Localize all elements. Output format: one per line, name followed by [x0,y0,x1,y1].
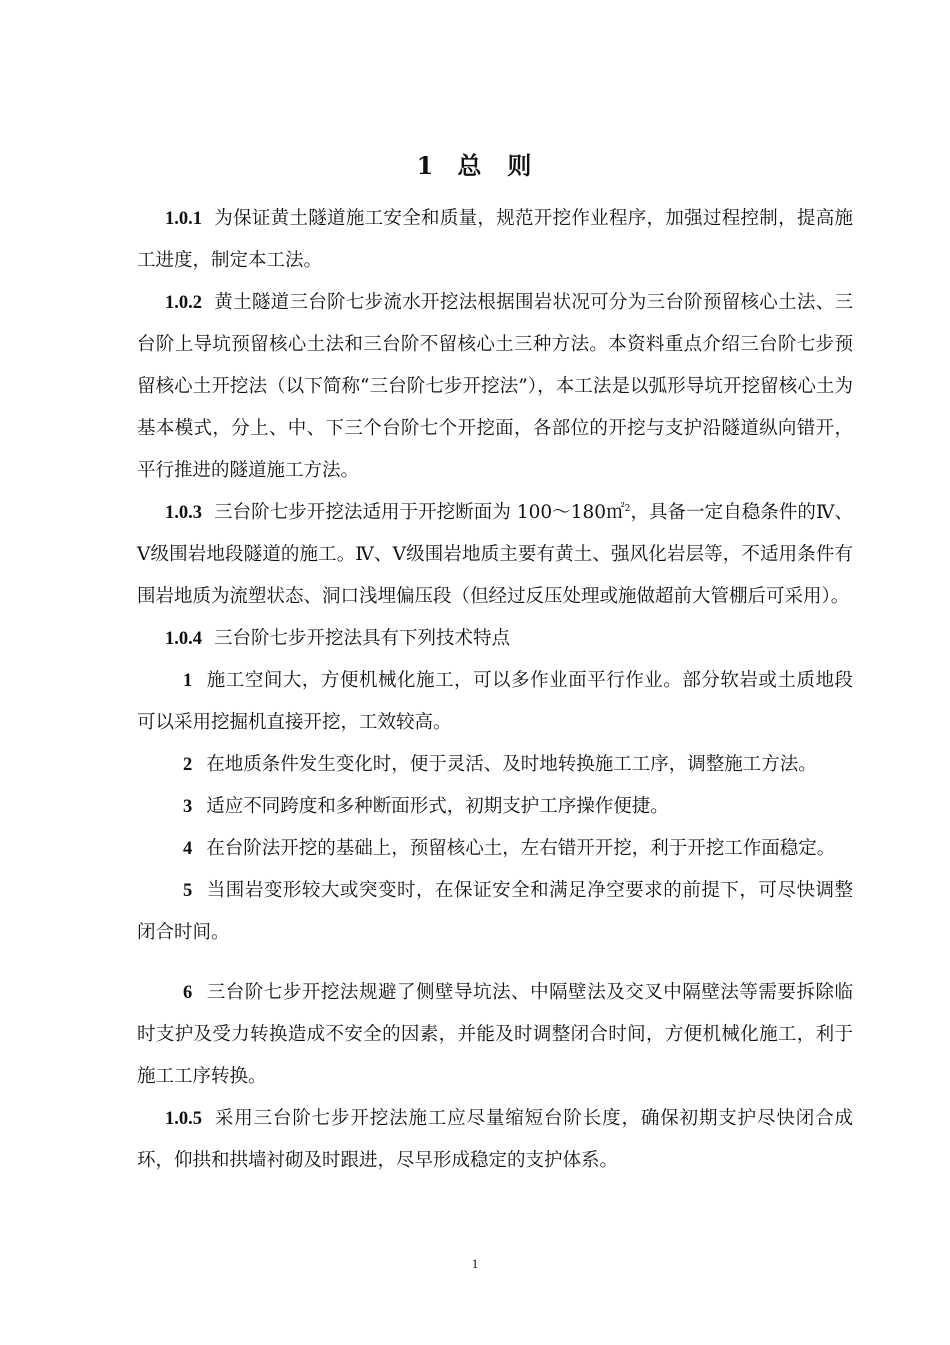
list-item [137,828,853,870]
spacer [137,954,853,972]
clause-number: 1.0.3 [165,503,202,523]
chapter-title [0,146,950,181]
clause-text: 三台阶七步开挖法具有下列技术特点 [214,628,511,649]
item-text: 在台阶法开挖的基础上，预留核心土，左右错开开挖，利于开挖工作面稳定。 [206,838,836,859]
clause-text: 采用三台阶七步开挖法施工应尽量缩短台阶长度，确保初期支护尽快闭合成环，仰拱和拱墙衬砌及时跟进，尽早形成稳定的支护体系。 [137,1108,853,1171]
item-number: 1 [183,671,193,691]
clause-1-0-3 [137,492,853,618]
item-number: 2 [183,755,193,775]
clause-number: 1.0.5 [165,1109,202,1129]
clause-text: 黄土隧道三台阶七步流水开挖法根据围岩状况可分为三台阶预留核心土法、三台阶上导坑预留核心土法和三台阶不留核心土三种方法。本资料重点介绍三台阶七步预留核心土开挖法（以下简称“三台阶七步开挖法”），本工法是以弧形导坑开挖留核心土为基本模式，分上、中、下三个台阶七个开挖面，各部位的开挖与支护沿隧道纵向错开，平行推进的隧道施工方法。 [137,292,853,481]
page-number: 1 [471,1256,479,1271]
clause-text: 为保证黄土隧道施工安全和质量，规范开挖作业程序，加强过程控制，提高施工进度，制定本工法。 [137,208,853,271]
clause-text-before: 三台阶七步开挖法适用于开挖断面为 100～180㎡ [214,502,625,523]
body-text [137,198,853,1182]
superscript: 2 [624,503,631,514]
clause-1-0-2 [137,282,853,492]
list-item [137,744,853,786]
chapter-number: 1 [416,151,436,180]
item-text: 当围岩变形较大或突变时，在保证安全和满足净空要求的前提下，可尽快调整闭合时间。 [137,880,853,943]
clause-1-0-5 [137,1098,853,1182]
item-text: 在地质条件发生变化时，便于灵活、及时地转换施工工序，调整施工方法。 [206,754,817,775]
item-number: 3 [183,797,193,817]
item-number: 6 [183,983,193,1003]
clause-number: 1.0.4 [165,629,202,649]
clause-1-0-1 [137,198,853,282]
list-item [137,786,853,828]
clause-1-0-4 [137,618,853,660]
list-item [137,660,853,744]
list-item [137,972,853,1098]
item-number: 4 [183,839,193,859]
item-text: 施工空间大，方便机械化施工，可以多作业面平行作业。部分软岩或土质地段可以采用挖掘机直接开挖，工效较高。 [137,670,853,733]
item-text: 三台阶七步开挖法规避了侧壁导坑法、中隔壁法及交叉中隔壁法等需要拆除临时支护及受力转换造成不安全的因素，并能及时调整闭合时间，方便机械化施工，利于施工工序转换。 [137,982,853,1087]
list-item [137,870,853,954]
chapter-title-word-1: 总 [457,151,484,180]
item-text: 适应不同跨度和多种断面形式，初期支护工序操作便捷。 [206,796,669,817]
clause-number: 1.0.1 [165,209,202,229]
item-number: 5 [183,881,193,901]
clause-number: 1.0.2 [165,293,202,313]
clause-text-after: ，具备一定自稳条件的Ⅳ、Ⅴ级围岩地段隧道的施工。Ⅳ、Ⅴ级围岩地质主要有黄土、强风化岩层等，不适用条件有围岩地质为流塑状态、洞口浅埋偏压段（但经过反压处理或施做超前大管棚后可采用）。 [137,502,853,607]
chapter-title-word-2: 则 [507,151,534,180]
